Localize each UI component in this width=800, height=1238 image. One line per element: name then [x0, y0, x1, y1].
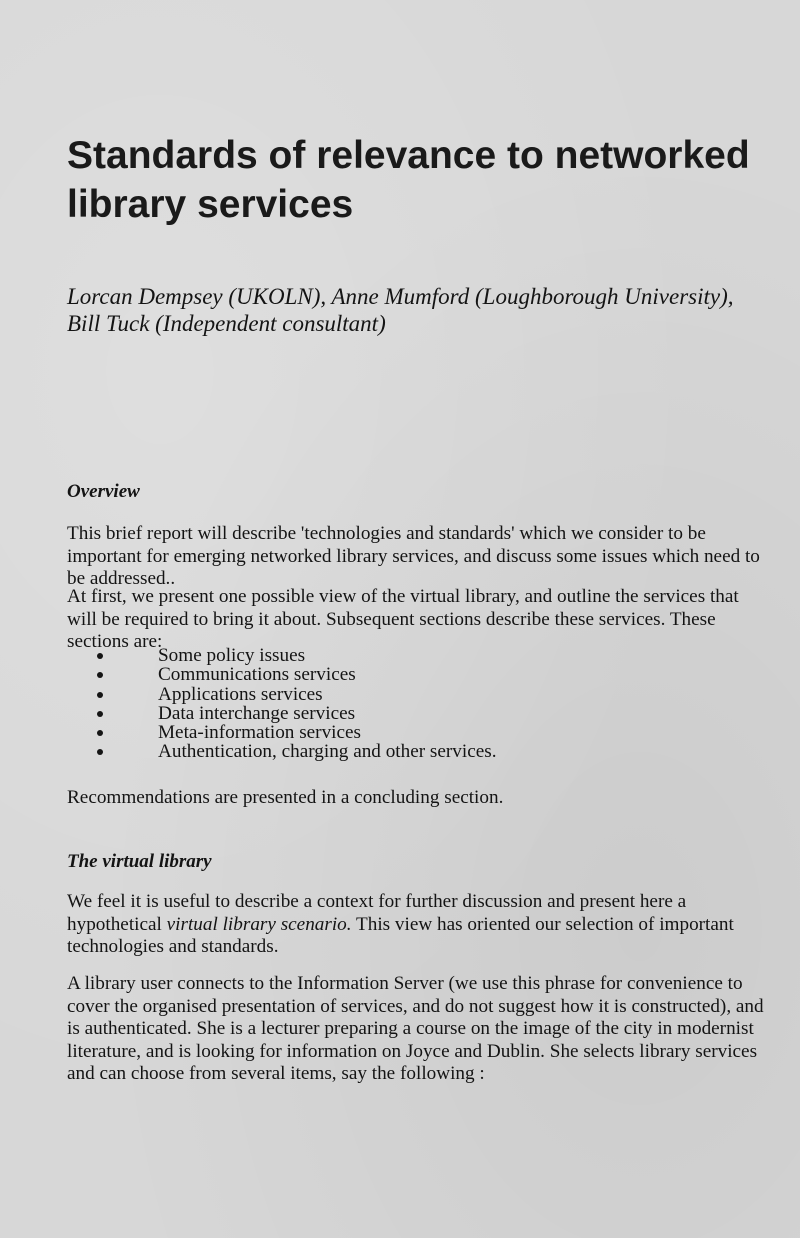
list-item	[67, 704, 667, 723]
bullet-icon	[97, 749, 103, 755]
bullet-icon	[97, 692, 103, 698]
emphasized-text: virtual library scenario.	[166, 913, 352, 935]
list-item-label: Authentication, charging and other services.	[158, 741, 497, 763]
list-item-label: Some policy issues	[158, 645, 306, 666]
list-item	[67, 665, 667, 684]
sections-list	[67, 646, 667, 762]
document-title: Standards of relevance to networked library services	[67, 134, 750, 226]
list-item-label: Data interchange services	[158, 702, 356, 724]
paragraph-text: This view has oriented our selection of important technologies and standards.	[67, 913, 734, 957]
bullet-icon	[97, 672, 103, 678]
overview-heading: Overview	[67, 481, 140, 502]
virtual-library-paragraph-2: A library user connects to the Information Server (we use this phrase for convenience to cover the organised presentation of services, and do not suggest how it is constructed), and is authenticated. She is a lecturer preparing a course on the image of the city in modernist literature, and is looking for information on Joyce and Dublin. She selects library services and can choose from several items, say the following :	[67, 973, 764, 1084]
recommendations-paragraph: Recommendations are presented in a concluding section.	[67, 787, 504, 808]
bullet-icon	[97, 711, 103, 717]
list-item-label: Applications services	[158, 683, 323, 705]
list-item	[67, 742, 667, 761]
list-item-label: Communications services	[158, 664, 356, 686]
overview-paragraph-2: At first, we present one possible view of the virtual library, and outline the services that will be required to bring it about. Subsequent sections describe these services. These sections are:	[67, 586, 739, 652]
virtual-library-heading: The virtual library	[67, 851, 212, 872]
paragraph-text: We feel it is useful to describe a context for further discussion and present here a hypothetical	[67, 891, 687, 935]
virtual-library-paragraph-1	[67, 891, 767, 959]
author-list: Lorcan Dempsey (UKOLN), Anne Mumford (Loughborough University), Bill Tuck (Independent consultant)	[67, 284, 734, 336]
list-item	[67, 685, 667, 704]
list-item	[67, 723, 667, 742]
bullet-icon	[97, 730, 103, 736]
list-item-label: Meta-information services	[158, 722, 361, 744]
overview-paragraph-1: This brief report will describe 'technologies and standards' which we consider to be important for emerging networked library services, and discuss some issues which need to be addressed..	[67, 523, 760, 589]
bullet-icon	[97, 653, 103, 659]
list-item	[67, 646, 667, 665]
